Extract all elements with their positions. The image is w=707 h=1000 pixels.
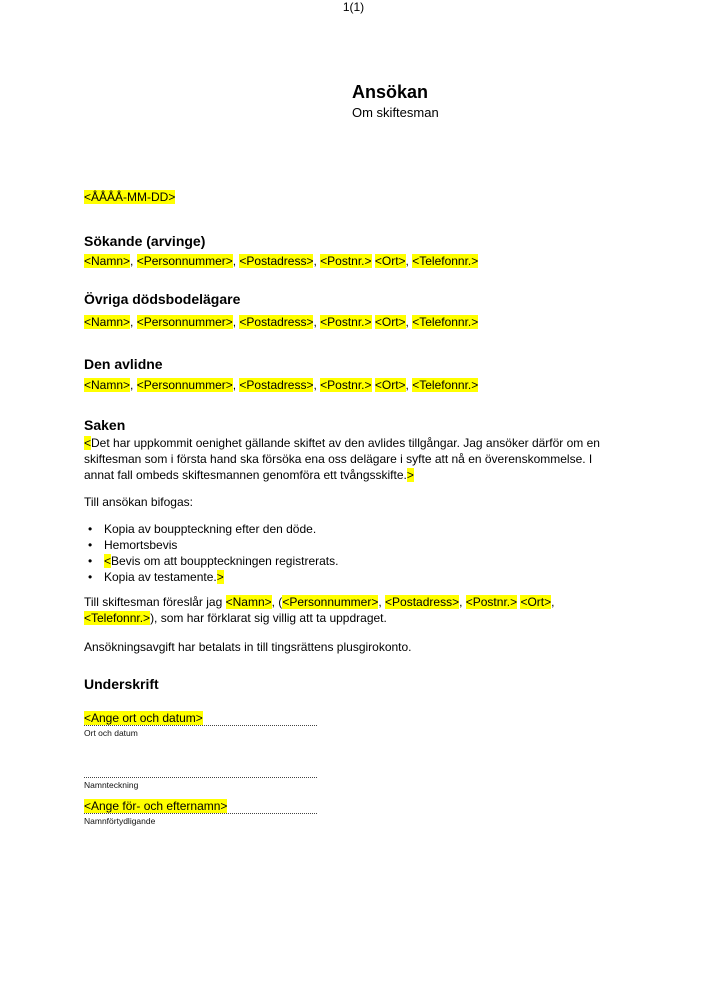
signature-field-namnfortydligande [84, 795, 317, 826]
placeholder-field[interactable]: <Personnummer> [282, 595, 379, 609]
text-segment: , [313, 378, 321, 392]
text-segment: , [130, 315, 137, 329]
placeholder-field[interactable]: <Personnummer> [136, 378, 233, 392]
placeholder-field[interactable]: <Ort> [374, 378, 406, 392]
signature-field-namnteckning [84, 760, 317, 790]
text-segment: ), som har förklarat sig villig att ta uppdraget. [150, 611, 387, 625]
placeholder-field[interactable]: <Telefonnr.> [412, 315, 479, 329]
placeholder-field[interactable]: <ÅÅÅÅ-MM-DD> [84, 190, 176, 204]
placeholder-field[interactable]: > [406, 468, 414, 482]
signature-label-namnfortydligande: Namnförtydligande [84, 816, 156, 826]
proposal-paragraph [84, 594, 614, 626]
placeholder-field[interactable]: <Postnr.> [320, 254, 372, 268]
placeholder-field[interactable]: <Ort> [374, 315, 406, 329]
signature-line [84, 760, 317, 778]
placeholder-field[interactable]: <Telefonnr.> [412, 378, 479, 392]
title-block [352, 82, 439, 121]
party-info-line-ovriga [84, 314, 478, 330]
placeholder-field[interactable]: <Ort> [374, 254, 406, 268]
placeholder-field[interactable]: <Personnummer> [136, 254, 233, 268]
text-segment: Hemortsbevis [104, 538, 178, 552]
signature-line [84, 795, 317, 814]
text-segment: , [313, 254, 321, 268]
placeholder-field[interactable]: <Postnr.> [320, 378, 372, 392]
party-info-line-avlidne [84, 377, 478, 393]
document-title: Ansökan [352, 82, 429, 102]
signature-heading: Underskrift [84, 676, 159, 692]
attachments-intro: Till ansökan bifogas: [84, 495, 193, 509]
namn-placeholder-field[interactable]: <Ange för- och efternamn> [84, 799, 228, 813]
placeholder-field[interactable]: <Telefonnr.> [412, 254, 479, 268]
date-placeholder-line [84, 189, 175, 205]
text-segment: Kopia av testamente. [104, 570, 217, 584]
fee-note: Ansökningsavgift har betalats in till tingsrättens plusgirokonto. [84, 640, 412, 654]
text-segment: Kopia av bouppteckning efter den döde. [104, 522, 317, 536]
signature-label-ort-datum: Ort och datum [84, 728, 138, 738]
text-segment: , [405, 254, 413, 268]
attachments-list [84, 521, 338, 585]
signature-field-ort-datum [84, 708, 317, 738]
text-segment: Till skiftesman föreslår jag [84, 595, 226, 609]
placeholder-field[interactable]: <Postadress> [239, 378, 314, 392]
text-segment: , [130, 254, 137, 268]
placeholder-field[interactable]: <Namn> [84, 254, 131, 268]
text-segment: , [232, 254, 240, 268]
placeholder-field[interactable]: <Namn> [84, 378, 131, 392]
attachment-item [84, 521, 338, 537]
placeholder-field[interactable]: <Postadress> [385, 595, 460, 609]
page-number: 1(1) [342, 0, 365, 14]
text-segment: , ( [271, 595, 283, 609]
placeholder-field[interactable]: <Postadress> [239, 254, 314, 268]
text-segment: , [313, 315, 321, 329]
text-segment: Bevis om att bouppteckningen registrerats. [111, 554, 339, 568]
text-segment: , [459, 595, 466, 609]
placeholder-field[interactable]: > [216, 570, 224, 584]
text-segment: , [378, 595, 386, 609]
placeholder-field[interactable]: <Postadress> [239, 315, 314, 329]
placeholder-field[interactable]: <Postnr.> [465, 595, 518, 609]
placeholder-field[interactable]: <Ort> [520, 595, 552, 609]
text-segment: , [232, 315, 240, 329]
saken-paragraph [84, 435, 614, 483]
signature-label-namnteckning: Namnteckning [84, 780, 139, 790]
text-segment: , [405, 378, 413, 392]
signature-line [84, 708, 317, 726]
placeholder-field[interactable]: <Personnummer> [136, 315, 233, 329]
text-segment: , [232, 378, 240, 392]
section-heading-avlidne: Den avlidne [84, 356, 163, 372]
text-segment: , [405, 315, 413, 329]
section-heading-sokande: Sökande (arvinge) [84, 233, 206, 249]
ort-datum-placeholder-field[interactable]: <Ange ort och datum> [84, 711, 203, 725]
placeholder-field[interactable]: <Telefonnr.> [84, 611, 151, 625]
section-heading-ovriga: Övriga dödsbodelägare [84, 291, 241, 307]
text-segment: Det har uppkommit oenighet gällande skiftet av den avlides tillgångar. Jag ansöker därför om en skiftesman som i första hand ska försöka ena oss delägare i syfte att nå en överenskommelse. I annat fall ombeds skiftesmannen genomföra ett tvångsskifte. [84, 436, 600, 482]
placeholder-field[interactable]: < [84, 436, 92, 450]
placeholder-field[interactable]: <Namn> [225, 595, 272, 609]
placeholder-field[interactable]: < [104, 554, 112, 568]
document-subtitle: Om skiftesman [352, 105, 439, 120]
party-info-line-sokande [84, 253, 478, 269]
attachment-item [84, 537, 338, 553]
attachment-item [84, 569, 338, 585]
section-heading-saken: Saken [84, 417, 126, 433]
attachment-item [84, 553, 338, 569]
text-segment: , [551, 595, 555, 609]
placeholder-field[interactable]: <Postnr.> [320, 315, 372, 329]
text-segment: , [130, 378, 137, 392]
placeholder-field[interactable]: <Namn> [84, 315, 131, 329]
